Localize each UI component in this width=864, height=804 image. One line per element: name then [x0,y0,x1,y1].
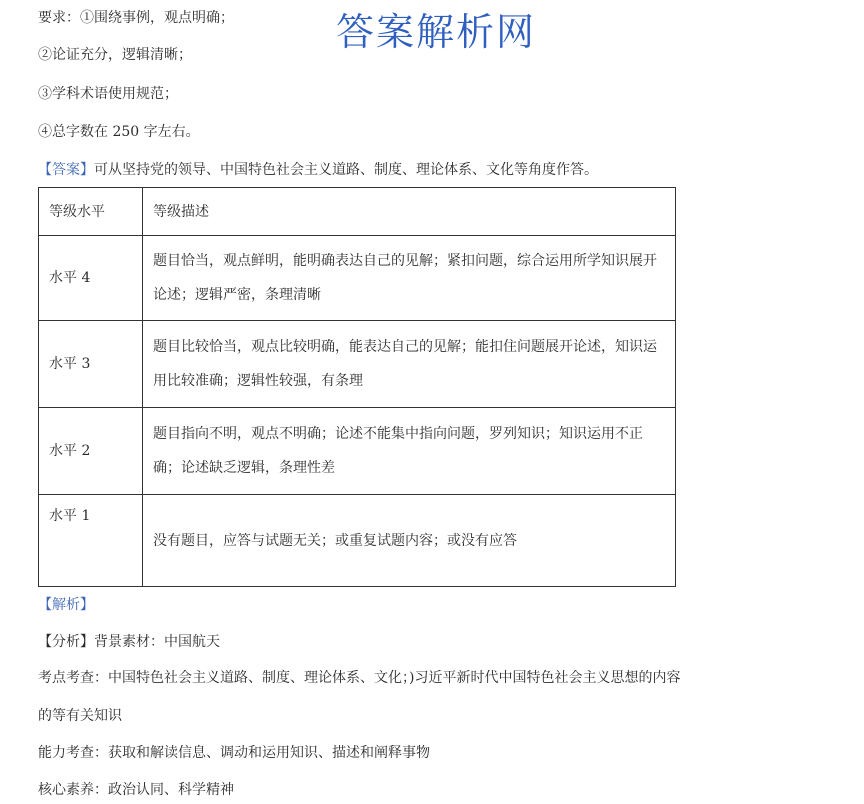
table-row [39,495,676,587]
level-cell: 水平 4 [39,236,143,321]
requirement-1: 要求：①围绕事例，观点明确； [38,10,234,26]
watermark: 答案解析网 [336,10,537,54]
header-description: 等级描述 [143,188,676,236]
description-cell: 没有题目，应答与试题无关；或重复试题内容；或没有应答 [143,495,676,587]
table-header-row [39,188,676,236]
kaodian-line-1: 考点考查：中国特色社会主义道路、制度、理论体系、文化；)习近平新时代中国特色社会主义思想的内容 [38,670,681,686]
grading-table [38,187,676,587]
analysis-tag: 【解析】 [38,597,94,613]
level-cell: 水平 1 [39,495,143,587]
fenxi-line [38,632,220,652]
table-row [39,321,676,408]
answer-text: 可从坚持党的领导、中国特色社会主义道路、制度、理论体系、文化等角度作答。 [94,162,598,178]
answer-line [38,160,598,180]
requirement-3: ③学科术语使用规范； [38,86,178,102]
fenxi-text: 背景素材：中国航天 [94,634,220,650]
description-cell: 题目比较恰当，观点比较明确，能表达自己的见解；能扣住问题展开论述，知识运用比较准确；逻辑性较强，有条理 [143,321,676,408]
description-cell: 题目指向不明，观点不明确；论述不能集中指向问题，罗列知识；知识运用不正确；论述缺乏逻辑，条理性差 [143,408,676,495]
answer-tag: 【答案】 [38,162,94,178]
level-cell: 水平 2 [39,408,143,495]
header-level: 等级水平 [39,188,143,236]
table-row [39,236,676,321]
nengli-line: 能力考查：获取和解读信息、调动和运用知识、描述和阐释事物 [38,745,430,761]
level-cell: 水平 3 [39,321,143,408]
suyang-line: 核心素养：政治认同、科学精神 [38,782,234,798]
table-row [39,408,676,495]
requirement-2: ②论证充分，逻辑清晰； [38,47,192,63]
description-cell: 题目恰当，观点鲜明，能明确表达自己的见解；紧扣问题，综合运用所学知识展开论述；逻辑严密，条理清晰 [143,236,676,321]
fenxi-tag: 【分析】 [38,634,94,650]
kaodian-line-2: 的等有关知识 [38,708,122,724]
requirement-4: ④总字数在 250 字左右。 [38,124,200,140]
